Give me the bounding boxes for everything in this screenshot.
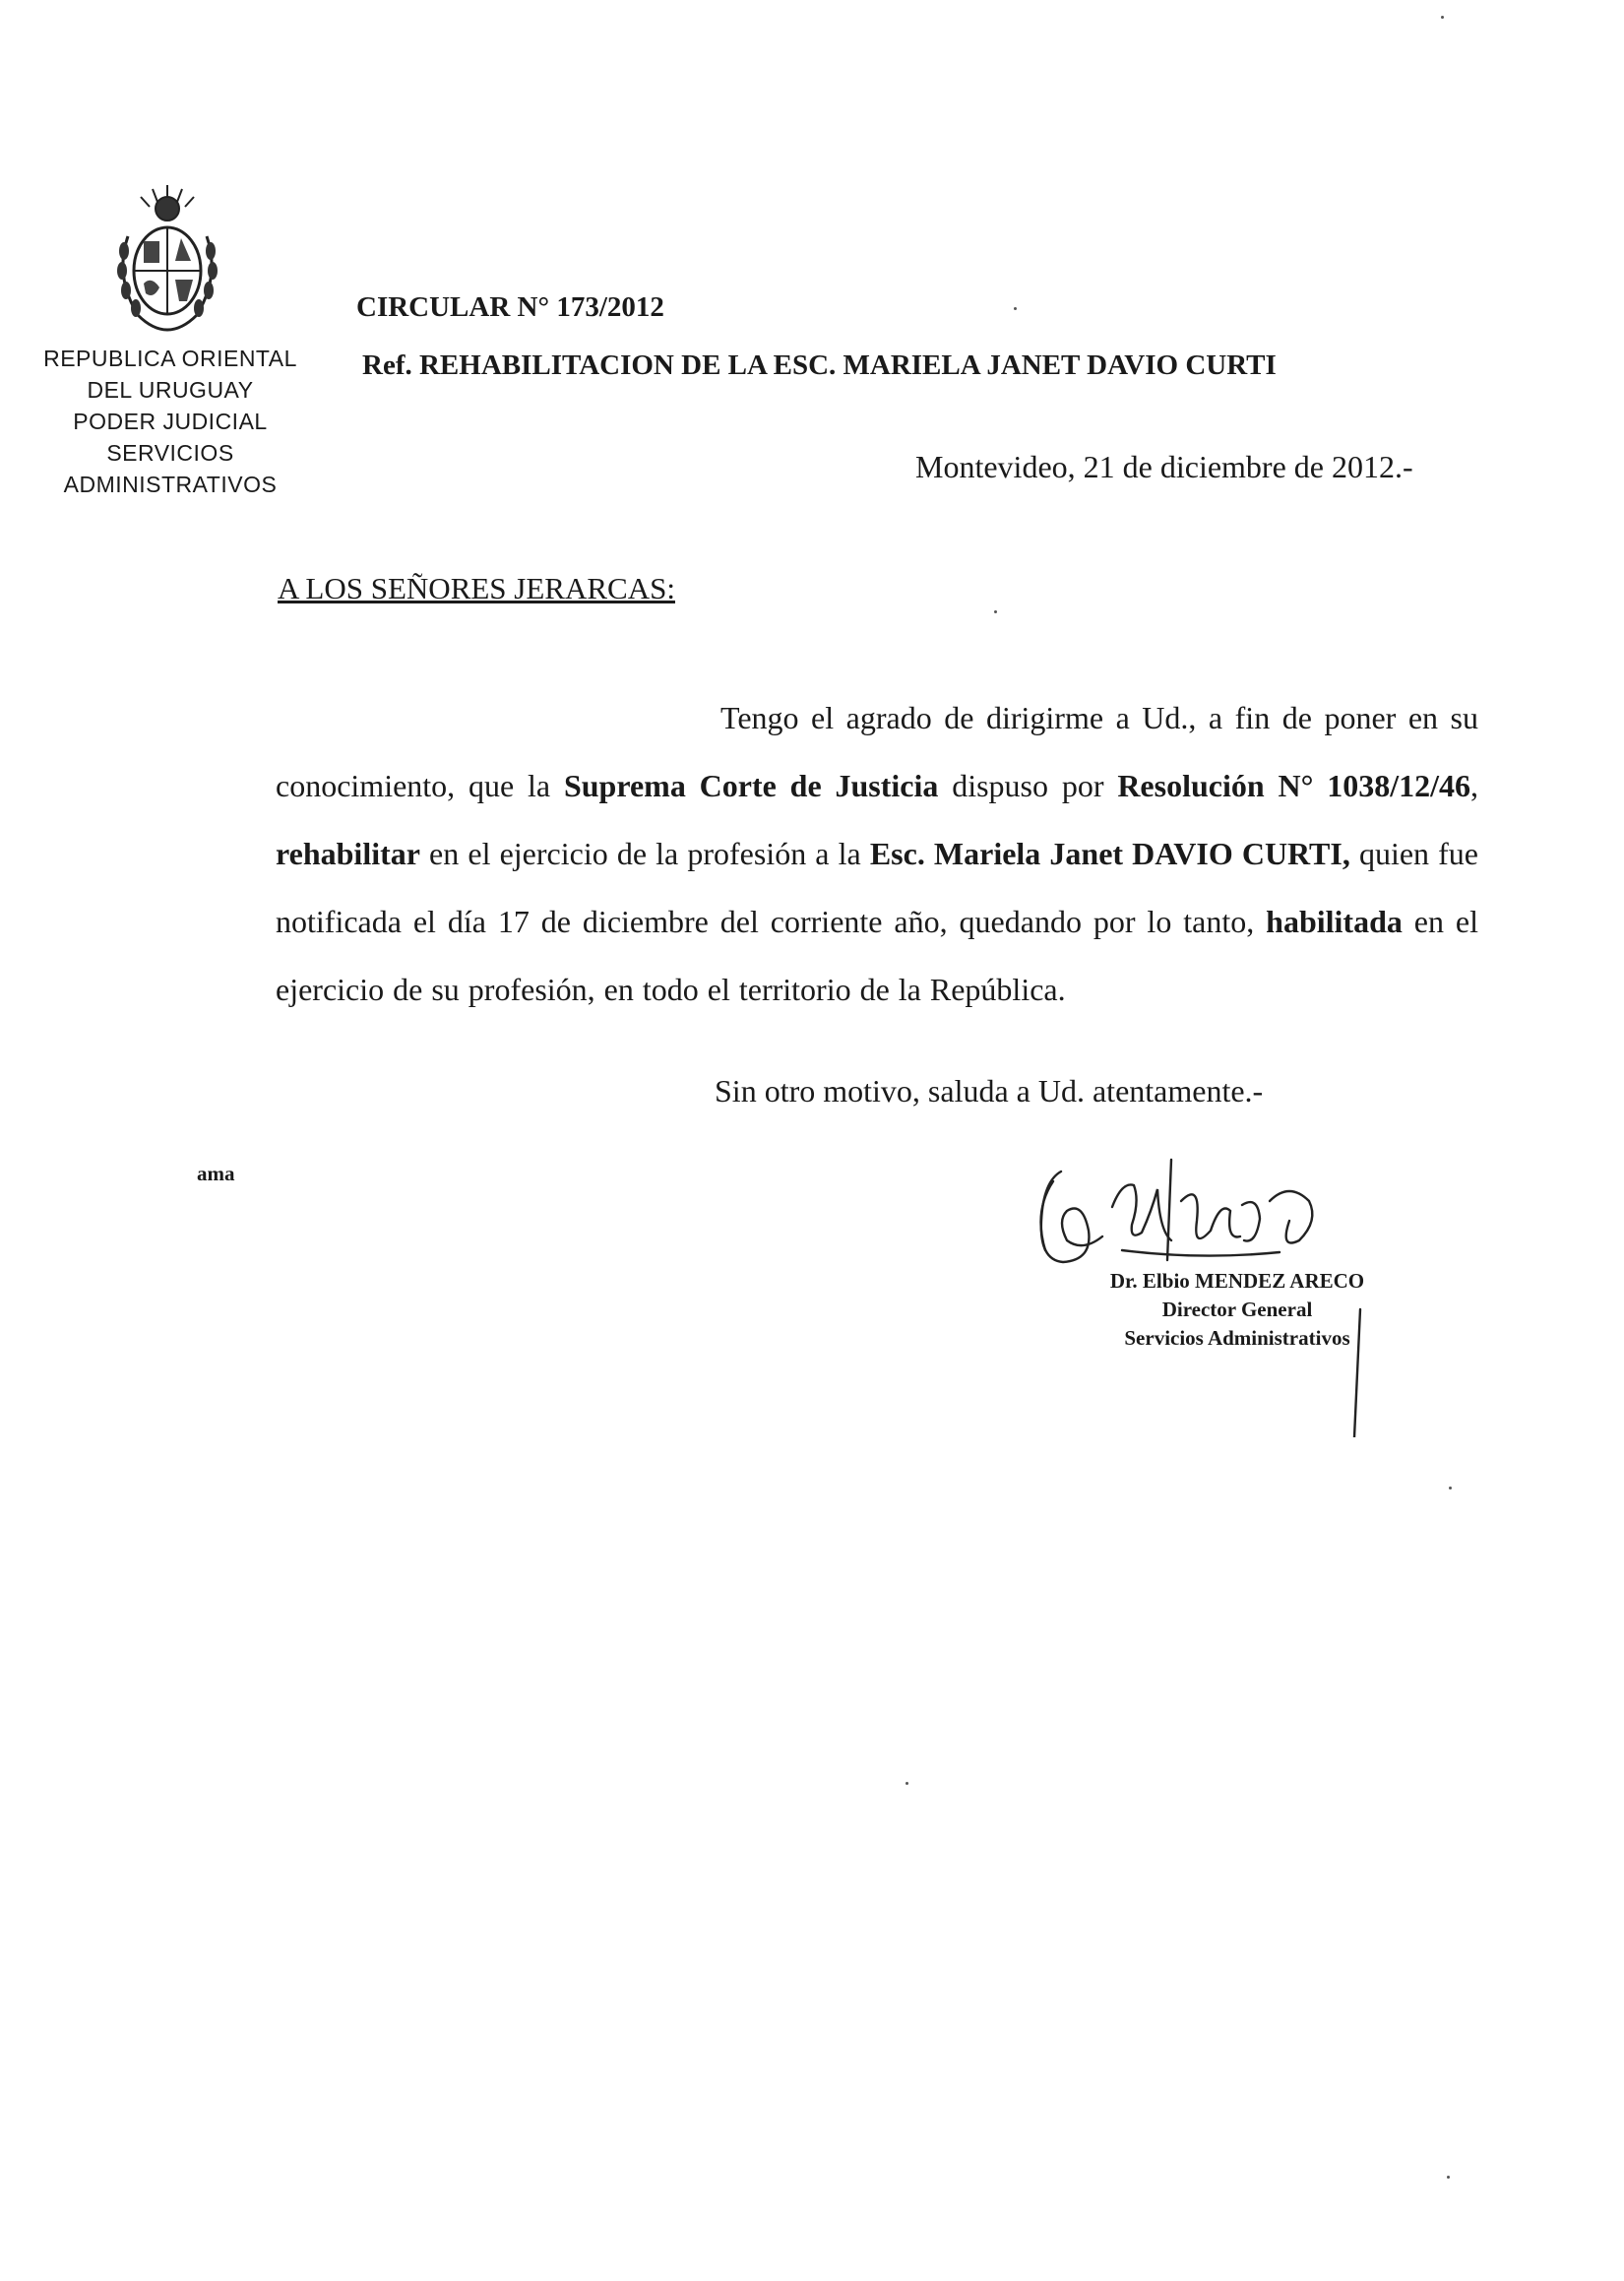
institution-line: SERVICIOS xyxy=(106,440,234,466)
scan-speck xyxy=(994,610,997,613)
institution-line: DEL URUGUAY xyxy=(87,377,254,403)
body-text-run: dispuso por xyxy=(938,768,1118,803)
body-text-run: en el ejercicio de su profesión, en todo el territorio de la República. xyxy=(276,904,1479,1007)
body-text-run: quien fue notificada el día 17 de diciembre del corriente año, quedando por lo tanto, xyxy=(276,836,1479,939)
signer-department: Servicios Administrativos xyxy=(1124,1326,1350,1350)
body-bold-run: Resolución N° 1038/12/46 xyxy=(1117,768,1470,803)
body-bold-run: Suprema Corte de Justicia xyxy=(563,768,939,803)
body-paragraph xyxy=(276,684,1478,1024)
scan-speck xyxy=(1014,307,1017,310)
date-line: Montevideo, 21 de diciembre de 2012.- xyxy=(915,449,1413,484)
typist-initials: ama xyxy=(197,1162,235,1185)
body-text-run: en el ejercicio de la profesión a la xyxy=(419,836,870,871)
body-text-run: Tengo el agrado de dirigirme a Ud., a fin de poner en su conocimiento, que la xyxy=(276,700,1478,803)
signer-name: Dr. Elbio MENDEZ ARECO xyxy=(1109,1269,1365,1293)
salutation: A LOS SEÑORES JERARCAS: xyxy=(278,571,675,605)
institution-header xyxy=(28,343,313,500)
body-bold-run: habilitada xyxy=(1266,904,1403,939)
scan-speck xyxy=(1449,1487,1452,1489)
body-bold-run: rehabilitar xyxy=(276,836,420,871)
closing-line: Sin otro motivo, saluda a Ud. atentamente.- xyxy=(715,1073,1264,1109)
signer-block xyxy=(1075,1267,1400,1353)
body-text-run: , xyxy=(1470,768,1478,803)
institution-line: ADMINISTRATIVOS xyxy=(63,472,278,497)
institution-line: REPUBLICA ORIENTAL xyxy=(43,346,297,371)
signer-title: Director General xyxy=(1161,1298,1313,1321)
scan-speck xyxy=(1447,2176,1450,2179)
coat-of-arms-icon xyxy=(108,177,226,335)
scan-speck xyxy=(906,1782,908,1785)
institution-line: PODER JUDICIAL xyxy=(73,409,268,434)
reference-line: Ref. REHABILITACION DE LA ESC. MARIELA JANET DAVIO CURTI xyxy=(362,349,1277,381)
circular-number: CIRCULAR N° 173/2012 xyxy=(356,291,664,323)
body-bold-run: Esc. Mariela Janet DAVIO CURTI, xyxy=(869,836,1350,871)
scan-speck xyxy=(1441,16,1444,19)
